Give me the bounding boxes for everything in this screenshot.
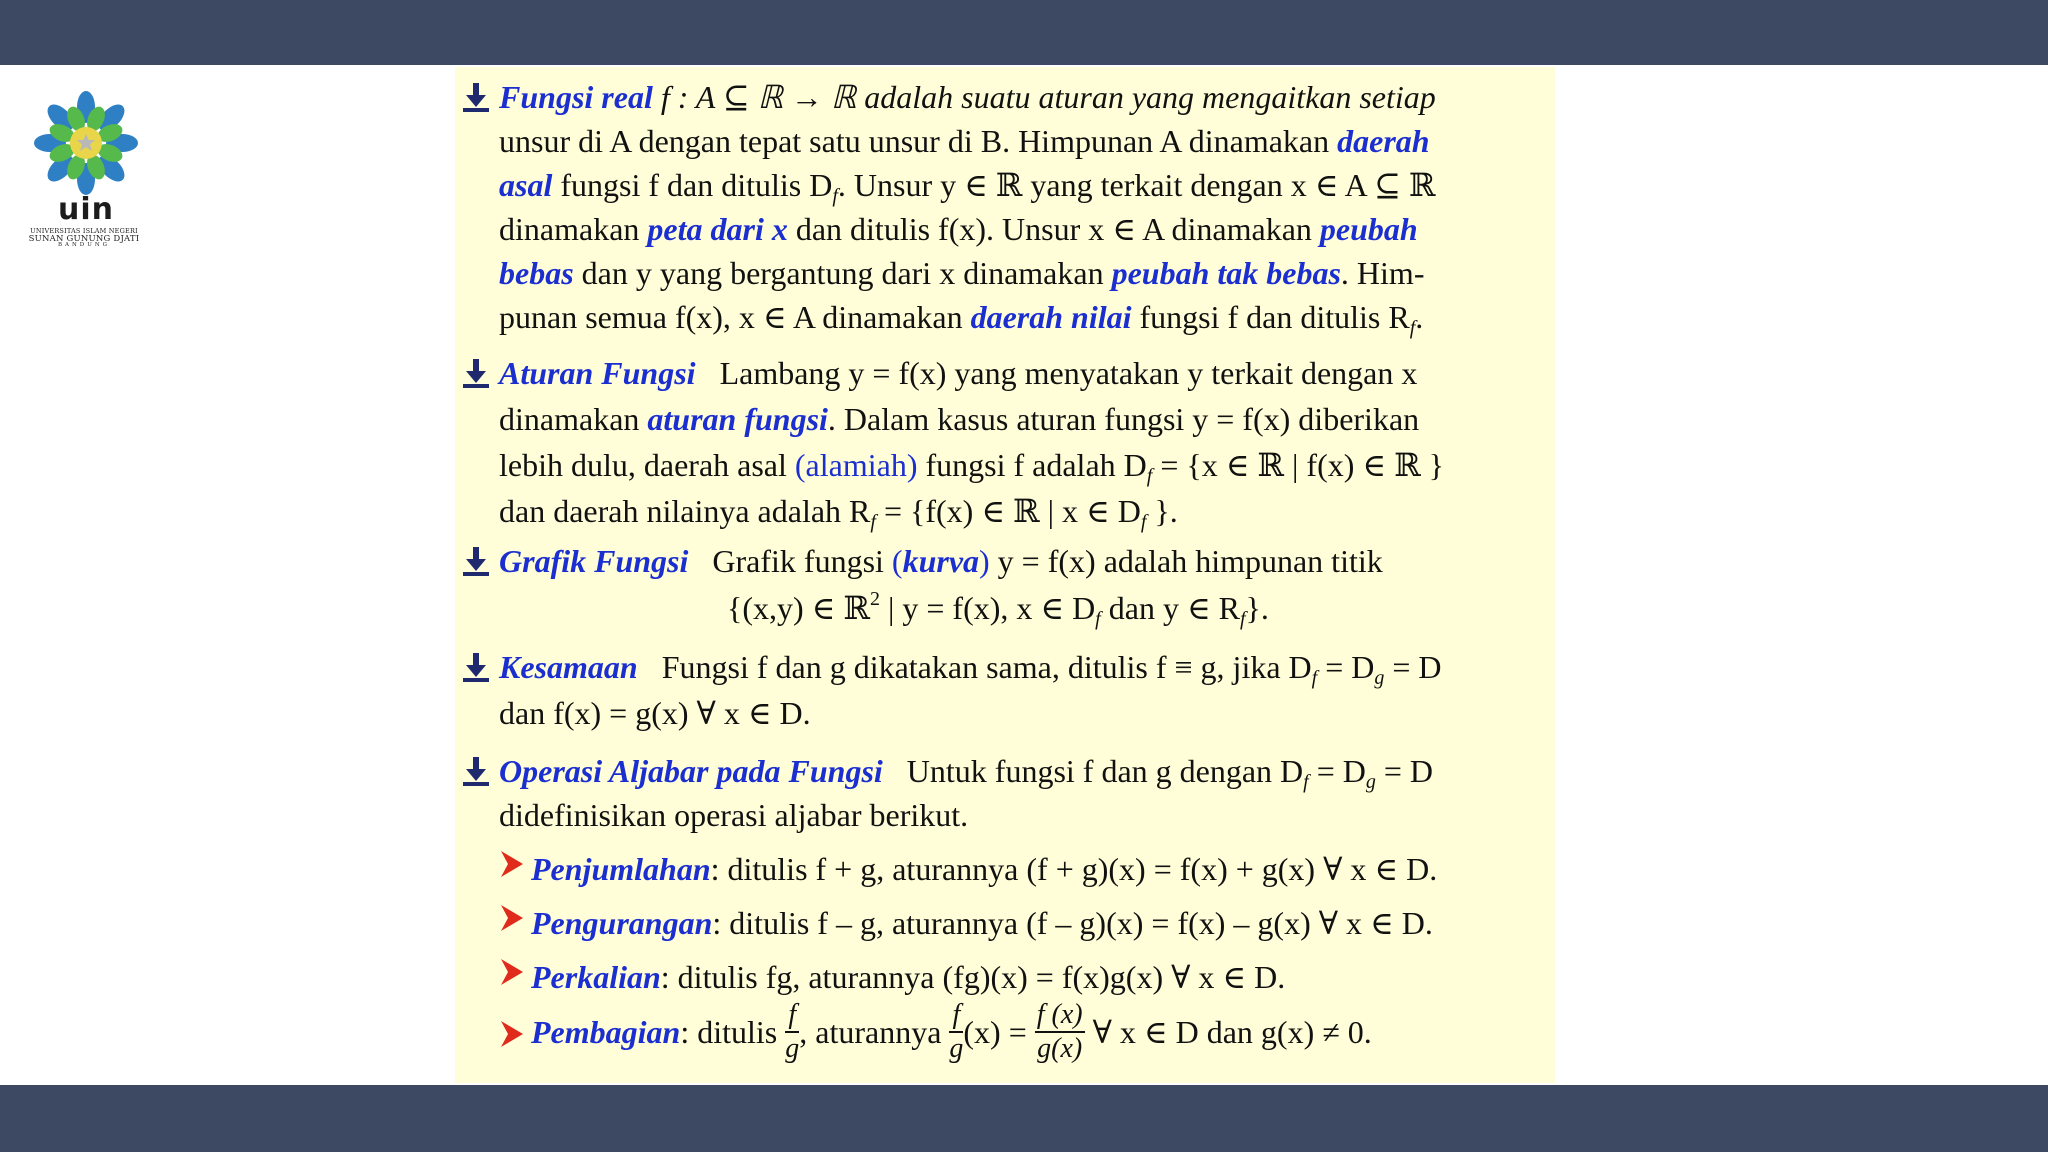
text: }. bbox=[1146, 493, 1178, 529]
keyword: daerah nilai bbox=[970, 299, 1132, 335]
section-title: Aturan Fungsi bbox=[499, 355, 696, 391]
section-title: Grafik Fungsi bbox=[499, 543, 689, 579]
numerator: f (x) bbox=[1035, 1001, 1085, 1033]
subscript: f bbox=[1095, 608, 1101, 630]
arrow-right-icon bbox=[501, 1021, 523, 1047]
text: : ditulis bbox=[680, 1014, 786, 1050]
text: | y = f(x), x ∈ D bbox=[879, 590, 1096, 626]
text: = D bbox=[1384, 649, 1442, 685]
text: dan y yang bergantung dari x dinamakan bbox=[573, 255, 1112, 291]
keyword: peta dari x bbox=[647, 211, 788, 247]
text: = {x ∈ ℝ | f(x) ∈ ℝ } bbox=[1152, 447, 1445, 483]
section-title: Operasi Aljabar pada Fungsi bbox=[499, 753, 883, 789]
logo-line3: BANDUNG bbox=[57, 242, 111, 248]
paren: ) bbox=[979, 543, 990, 579]
keyword: peubah tak bebas bbox=[1111, 255, 1341, 291]
fraction bbox=[785, 1001, 799, 1063]
text: dinamakan bbox=[499, 211, 648, 247]
arrow-right-icon bbox=[501, 905, 523, 931]
section-title: Fungsi real bbox=[499, 79, 653, 115]
subscript: f bbox=[1303, 771, 1309, 793]
text: dan f(x) = g(x) ∀ x ∈ D. bbox=[499, 695, 811, 731]
logo-line1: UNIVERSITAS ISLAM NEGERI bbox=[30, 227, 138, 235]
text: unsur di A dengan tepat satu unsur di B. Himpunan A dinamakan bbox=[499, 123, 1338, 159]
text: dan ditulis f(x). Unsur x ∈ A dinamakan bbox=[787, 211, 1320, 247]
keyword: kurva bbox=[902, 543, 980, 579]
text: . Him- bbox=[1340, 255, 1425, 291]
subscript: f bbox=[1239, 608, 1246, 630]
text: : ditulis f + g, aturannya (f + g)(x) = f(x) + g(x) ∀ x ∈ D. bbox=[710, 851, 1438, 887]
paren: ( bbox=[891, 543, 903, 579]
op-title: Pembagian bbox=[531, 1014, 681, 1050]
text: f : A ⊆ ℝ → ℝ adalah suatu aturan yang mengaitkan setiap bbox=[660, 79, 1436, 115]
op-pengurangan bbox=[531, 907, 1433, 939]
denominator: g bbox=[785, 1033, 800, 1064]
text: : ditulis f – g, aturannya (f – g)(x) = f(x) – g(x) ∀ x ∈ D. bbox=[712, 905, 1433, 941]
section-title: Kesamaan bbox=[499, 649, 638, 685]
text: Fungsi f dan g dikatakan sama, ditulis f ≡ g, jika D bbox=[661, 649, 1312, 685]
text: punan semua f(x), x ∈ A dinamakan bbox=[499, 299, 971, 335]
text: lebih dulu, daerah asal bbox=[499, 447, 795, 483]
bullet-icon bbox=[463, 359, 489, 389]
top-bar bbox=[0, 0, 2048, 65]
text: dan daerah nilainya adalah R bbox=[499, 493, 871, 529]
keyword: asal bbox=[499, 167, 553, 203]
logo-line2: SUNAN GUNUNG DJATI bbox=[28, 233, 140, 244]
keyword: bebas bbox=[499, 255, 574, 291]
subscript: f bbox=[1311, 667, 1318, 689]
numerator: f bbox=[949, 1001, 963, 1033]
denominator: g bbox=[949, 1033, 964, 1064]
text: }. bbox=[1245, 590, 1269, 626]
arrow-right-icon bbox=[501, 851, 523, 877]
op-title: Pengurangan bbox=[531, 905, 713, 941]
op-title: Perkalian bbox=[531, 959, 661, 995]
fraction bbox=[949, 1001, 963, 1063]
text: dan y ∈ R bbox=[1100, 590, 1240, 626]
subscript: f bbox=[1140, 511, 1147, 533]
numerator: f bbox=[785, 1001, 799, 1033]
text: = D bbox=[1317, 649, 1375, 685]
logo-caption bbox=[22, 228, 146, 249]
text: Lambang y = f(x) yang menyatakan y terkait dengan x bbox=[719, 355, 1418, 391]
subscript: f bbox=[1409, 317, 1416, 339]
content-panel bbox=[455, 67, 1555, 1083]
text: fungsi f dan ditulis R bbox=[1131, 299, 1410, 335]
text: : ditulis fg, aturannya (fg)(x) = f(x)g(x) ∀ x ∈ D. bbox=[660, 959, 1286, 995]
text: = D bbox=[1308, 753, 1366, 789]
op-title: Penjumlahan bbox=[531, 851, 711, 887]
bullet-icon bbox=[463, 757, 489, 787]
text: ∀ x ∈ D dan g(x) ≠ 0. bbox=[1084, 1014, 1372, 1050]
op-penjumlahan bbox=[531, 853, 1437, 885]
fraction bbox=[1035, 1001, 1085, 1063]
text: = {f(x) ∈ ℝ | x ∈ D bbox=[875, 493, 1141, 529]
subscript: f bbox=[832, 185, 838, 207]
logo-name: uin bbox=[58, 192, 114, 227]
op-perkalian bbox=[531, 961, 1285, 993]
arrow-right-icon bbox=[501, 959, 523, 985]
text: . bbox=[1415, 299, 1424, 335]
subscript: f bbox=[1146, 465, 1153, 487]
text: . Unsur y ∈ ℝ yang terkait dengan x ∈ A ⊆ ℝ bbox=[837, 167, 1436, 203]
text: dinamakan bbox=[499, 401, 648, 437]
text: y = f(x) adalah himpunan titik bbox=[989, 543, 1383, 579]
bottom-bar bbox=[0, 1085, 2048, 1152]
superscript: 2 bbox=[869, 588, 880, 610]
text: fungsi f dan ditulis D bbox=[552, 167, 833, 203]
bullet-icon bbox=[463, 653, 489, 683]
subscript: g bbox=[1365, 771, 1376, 793]
keyword: aturan fungsi bbox=[647, 401, 828, 437]
text: Untuk fungsi f dan g dengan D bbox=[906, 753, 1304, 789]
bullet-icon bbox=[463, 547, 489, 577]
subscript: g bbox=[1374, 667, 1385, 689]
keyword: daerah bbox=[1337, 123, 1430, 159]
subscript: f bbox=[870, 511, 876, 533]
denominator: g(x) bbox=[1037, 1033, 1083, 1064]
text: fungsi f adalah D bbox=[917, 447, 1147, 483]
keyword: (alamiah) bbox=[794, 447, 918, 483]
keyword: peubah bbox=[1319, 211, 1418, 247]
text: didefinisikan operasi aljabar berikut. bbox=[499, 797, 969, 833]
text: , aturannya bbox=[799, 1014, 950, 1050]
text: = D bbox=[1375, 753, 1434, 789]
text: (x) = bbox=[963, 1014, 1035, 1050]
bullet-icon bbox=[463, 83, 489, 113]
text: Grafik fungsi bbox=[712, 543, 892, 579]
text: {(x,y) ∈ ℝ bbox=[727, 590, 870, 626]
op-pembagian bbox=[531, 1001, 1372, 1063]
text: . Dalam kasus aturan fungsi y = f(x) diberikan bbox=[827, 401, 1420, 437]
